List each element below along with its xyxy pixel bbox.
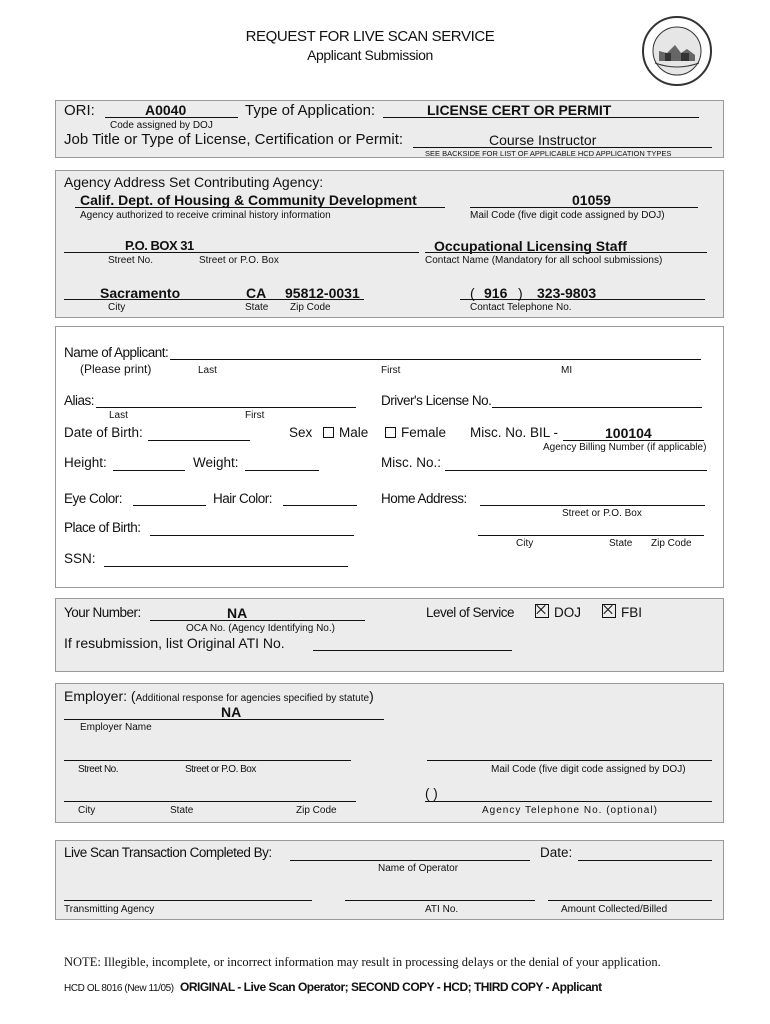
place-of-birth-field[interactable] [150, 535, 354, 536]
female-checkbox[interactable] [385, 427, 396, 438]
name-last-label: Last [198, 365, 217, 376]
original-ati-field[interactable] [313, 650, 512, 651]
form-number: HCD OL 8016 (New 11/05) [64, 983, 174, 994]
drivers-license-field[interactable] [492, 407, 702, 408]
type-of-application-label: Type of Application: [245, 102, 376, 119]
mail-code-value: 01059 [572, 192, 611, 208]
employer-mail-code-sublabel: Mail Code (five digit code assigned by DOJ) [491, 764, 686, 775]
transmitting-agency-field[interactable] [64, 900, 312, 901]
form-subtitle: Applicant Submission [307, 47, 433, 63]
home-address-field[interactable] [480, 505, 705, 506]
employer-note: Additional response for agencies specified by statute [135, 693, 370, 704]
operator-sublabel: Name of Operator [378, 863, 459, 874]
employer-state-label: State [170, 805, 194, 816]
agency-street-value: P.O. BOX 31 [125, 238, 194, 253]
fbi-option[interactable] [597, 604, 642, 620]
doj-label: DOJ [554, 605, 581, 620]
dob-label: Date of Birth: [64, 425, 143, 440]
street-no-label: Street No. [108, 255, 154, 266]
hair-color-label: Hair Color: [213, 491, 273, 506]
home-address-label: Home Address: [381, 491, 467, 506]
misc-no-label: Misc. No.: [381, 455, 442, 470]
sex-female-option[interactable] [380, 425, 446, 440]
phone-area-code: 916 [484, 285, 508, 301]
agency-section-title: Agency Address Set Contributing Agency: [64, 174, 324, 190]
amount-field[interactable] [548, 900, 712, 901]
alias-first-label: First [245, 410, 265, 421]
name-first-label: First [381, 365, 401, 376]
male-checkbox[interactable] [323, 427, 334, 438]
height-field[interactable] [113, 470, 185, 471]
female-label: Female [401, 425, 447, 440]
street-po-label: Street or P.O. Box [199, 255, 279, 266]
ati-no-field[interactable] [345, 900, 535, 901]
resubmission-label: If resubmission, list Original ATI No. [64, 635, 285, 651]
ssn-field[interactable] [104, 566, 348, 567]
date-label: Date: [540, 845, 573, 860]
fbi-checkbox[interactable] [602, 604, 616, 618]
hair-color-field[interactable] [283, 505, 357, 506]
employer-close-paren: ) [369, 688, 374, 704]
applicant-name-label: Name of Applicant: [64, 345, 169, 360]
phone-open-paren: ( [470, 285, 475, 301]
your-number-field[interactable] [150, 620, 365, 621]
employer-label-text: Employer: ( [64, 688, 136, 704]
agency-zip-label: Zip Code [290, 302, 331, 313]
operator-name-field[interactable] [290, 860, 530, 861]
hcd-seal [641, 15, 713, 87]
job-title-label: Job Title or Type of License, Certification or Permit: [64, 131, 404, 148]
employer-zip-label: Zip Code [296, 805, 337, 816]
employer-name-sublabel: Employer Name [80, 722, 152, 733]
agency-street-field[interactable] [64, 252, 419, 253]
misc-bil-sublabel: Agency Billing Number (if applicable) [543, 442, 707, 453]
oca-sublabel: OCA No. (Agency Identifying No.) [186, 623, 335, 634]
your-number-label: Your Number: [64, 605, 141, 620]
employer-section [55, 683, 724, 823]
agency-city-label: City [108, 302, 126, 313]
employer-label [64, 688, 374, 704]
agency-state-value: CA [246, 285, 267, 301]
fbi-label: FBI [621, 605, 643, 620]
job-title-value: Course Instructor [489, 132, 597, 148]
employer-street-field[interactable] [64, 760, 351, 761]
sex-label: Sex [289, 425, 313, 440]
phone-close-paren: ) [518, 285, 523, 301]
alias-label: Alias: [64, 393, 95, 408]
footer-note: NOTE: Illegible, incomplete, or incorrect information may result in processing delays or the denial of your application. [64, 955, 661, 969]
phone-number: 323-9803 [537, 285, 597, 301]
employer-street-no-label: Street No. [78, 764, 119, 775]
doj-checkbox[interactable] [535, 604, 549, 618]
transmitting-agency-label: Transmitting Agency [64, 904, 155, 915]
applicant-name-field[interactable] [170, 359, 701, 360]
copy-distribution: ORIGINAL - Live Scan Operator; SECOND COPY - HCD; THIRD COPY - Applicant [180, 980, 602, 994]
eye-color-field[interactable] [133, 505, 206, 506]
agency-name-value: Calif. Dept. of Housing & Community Development [80, 192, 417, 208]
home-city-field[interactable] [478, 535, 704, 536]
type-of-application-value: LICENSE CERT OR PERMIT [427, 102, 612, 118]
home-city-label: City [516, 538, 534, 549]
ori-value: A0040 [145, 102, 187, 118]
alias-field[interactable] [96, 407, 356, 408]
employer-city-field[interactable] [64, 801, 356, 802]
agency-phone-sublabel: Agency Telephone No. (optional) [482, 805, 658, 816]
contact-phone-sublabel: Contact Telephone No. [470, 302, 572, 313]
sex-male-option[interactable] [318, 425, 368, 440]
agency-city-value: Sacramento [100, 285, 181, 301]
contact-name-value: Occupational Licensing Staff [434, 238, 627, 254]
agency-name-sublabel: Agency authorized to receive criminal history information [80, 210, 331, 221]
agency-state-label: State [245, 302, 269, 313]
ori-sublabel: Code assigned by DOJ [110, 120, 213, 131]
dob-field[interactable] [148, 440, 250, 441]
drivers-license-label: Driver's License No. [381, 393, 492, 408]
misc-bil-value: 100104 [605, 425, 652, 441]
eye-color-label: Eye Color: [64, 491, 123, 506]
misc-bil-label: Misc. No. BIL - [470, 425, 559, 440]
agency-zip-value: 95812-0031 [285, 285, 360, 301]
height-label: Height: [64, 455, 107, 470]
place-of-birth-label: Place of Birth: [64, 520, 141, 535]
weight-label: Weight: [193, 455, 239, 470]
job-title-sublabel: SEE BACKSIDE FOR LIST OF APPLICABLE HCD APPLICATION TYPES [425, 149, 672, 158]
name-mi-label: MI [561, 365, 573, 376]
doj-option[interactable] [530, 604, 581, 620]
employer-phone-field[interactable] [425, 801, 712, 802]
completed-by-label: Live Scan Transaction Completed By: [64, 845, 272, 860]
your-number-value: NA [227, 605, 248, 621]
employer-name-value: NA [221, 704, 242, 720]
home-state-label: State [609, 538, 633, 549]
mail-code-sublabel: Mail Code (five digit code assigned by DOJ) [470, 210, 665, 221]
ori-label: ORI: [64, 102, 95, 119]
male-label: Male [339, 425, 369, 440]
date-field[interactable] [578, 860, 712, 861]
employer-street-po-label: Street or P.O. Box [185, 764, 256, 775]
employer-mail-code-field[interactable] [427, 760, 712, 761]
weight-field[interactable] [245, 470, 319, 471]
ati-no-label: ATI No. [425, 904, 459, 915]
amount-label: Amount Collected/Billed [561, 904, 668, 915]
contact-name-sublabel: Contact Name (Mandatory for all school submissions) [425, 255, 663, 266]
level-of-service-label: Level of Service [426, 605, 515, 620]
home-zip-label: Zip Code [651, 538, 692, 549]
ssn-label: SSN: [64, 551, 96, 566]
please-print-label: (Please print) [80, 362, 152, 376]
alias-last-label: Last [109, 410, 128, 421]
form-title: REQUEST FOR LIVE SCAN SERVICE [245, 28, 495, 45]
employer-city-label: City [78, 805, 96, 816]
misc-no-field[interactable] [445, 470, 707, 471]
home-street-sublabel: Street or P.O. Box [562, 508, 642, 519]
employer-phone-paren: ( ) [425, 786, 438, 801]
